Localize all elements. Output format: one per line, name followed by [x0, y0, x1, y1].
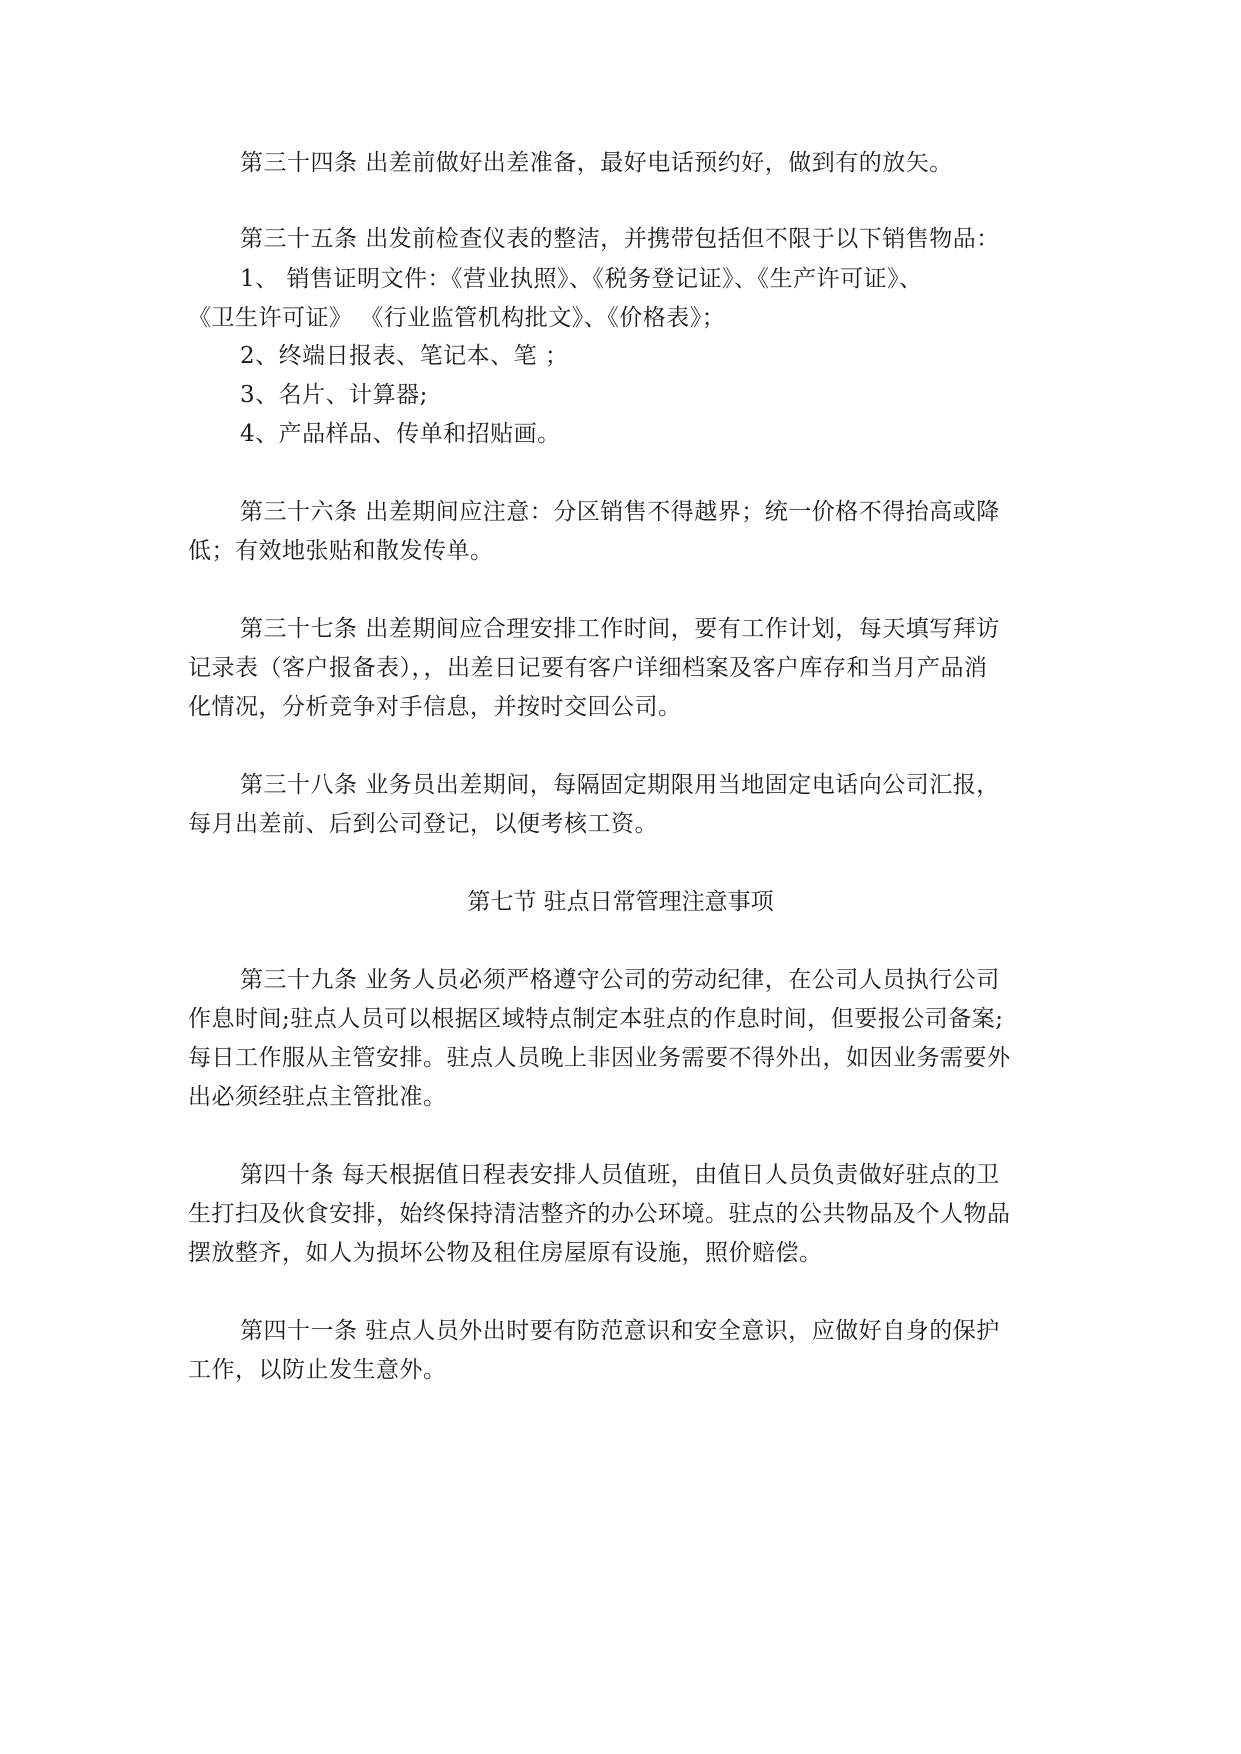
section-7-heading: 第七节 驻点日常管理注意事项: [467, 889, 774, 915]
article-34-line-1: 第三十四条 出差前做好出差准备，最好电话预约好，做到有的放矢。: [240, 150, 953, 176]
article-37-line-2: 记录表（客户报备表），，出差日记要有客户详细档案及客户库存和当月产品消: [188, 655, 988, 681]
article-35-item-4: 4、产品样品、传单和招贴画。: [240, 421, 561, 447]
article-41-line-1: 第四十一条 驻点人员外出时要有防范意识和安全意识，应做好自身的保护: [240, 1318, 1000, 1344]
article-39-line-3: 每日工作服从主管安排。驻点人员晚上非因业务需要不得外出，如因业务需要外: [188, 1045, 1011, 1071]
article-38-line-1: 第三十八条 业务员出差期间，每隔固定期限用当地固定电话向公司汇报，: [240, 772, 1000, 798]
article-40-line-3: 摆放整齐，如人为损坏公物及租住房屋原有设施，照价赔偿。: [188, 1240, 823, 1266]
article-36-line-1: 第三十六条 出差期间应注意：分区销售不得越界；统一价格不得抬高或降: [240, 499, 1000, 525]
article-37-line-1: 第三十七条 出差期间应合理安排工作时间，要有工作计划，每天填写拜访: [240, 616, 1000, 642]
article-39-line-2: 作息时间;驻点人员可以根据区域特点制定本驻点的作息时间，但要报公司备案;: [188, 1006, 1004, 1032]
article-37-line-3: 化情况，分析竞争对手信息，并按时交回公司。: [188, 694, 682, 720]
article-35-item-1-line-1: 1、 销售证明文件：《营业执照》、《税务登记证》、《生产许可证》、: [240, 266, 923, 292]
article-40-line-2: 生打扫及伙食安排，始终保持清洁整齐的办公环境。驻点的公共物品及个人物品: [188, 1201, 1011, 1227]
article-39-line-1: 第三十九条 业务人员必须严格遵守公司的劳动纪律，在公司人员执行公司: [240, 967, 1000, 993]
article-40-line-1: 第四十条 每天根据值日程表安排人员值班，由值日人员负责做好驻点的卫: [240, 1162, 1000, 1188]
article-41-line-2: 工作，以防止发生意外。: [188, 1357, 447, 1383]
article-35-item-3: 3、名片、计算器;: [240, 382, 428, 408]
article-39-line-4: 出必须经驻点主管批准。: [188, 1084, 447, 1110]
article-35-line-1: 第三十五条 出发前检查仪表的整洁，并携带包括但不限于以下销售物品：: [240, 226, 1000, 252]
article-35-item-2: 2、终端日报表、笔记本、笔 ；: [240, 343, 569, 369]
article-36-line-2: 低；有效地张贴和散发传单。: [188, 538, 494, 564]
article-35-item-1-line-2: 《卫生许可证》 《行业监管机构批文》、《价格表》；: [188, 305, 726, 331]
article-38-line-2: 每月出差前、后到公司登记，以便考核工资。: [188, 811, 658, 837]
